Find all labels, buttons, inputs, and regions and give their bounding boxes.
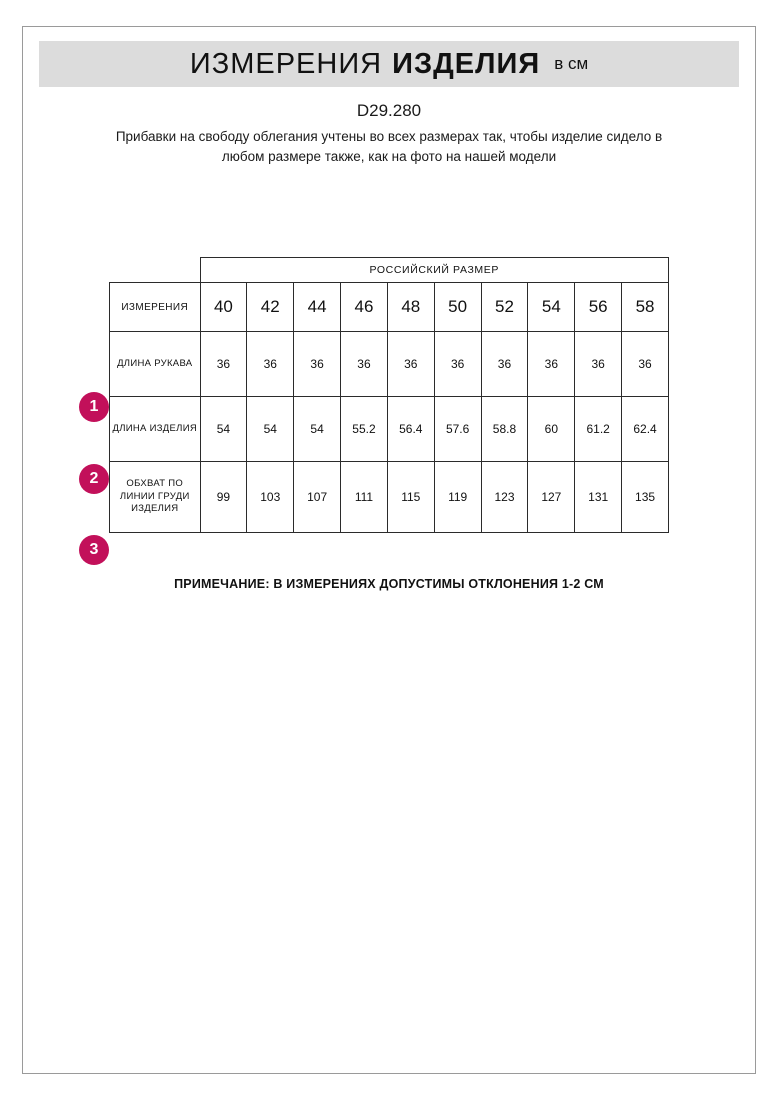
cell-r1-c8: 36: [528, 332, 575, 397]
cell-r2-c2: 54: [247, 397, 294, 462]
header-size-46: 46: [341, 283, 388, 332]
header-size-50: 50: [434, 283, 481, 332]
cell-r2-c1: 54: [200, 397, 247, 462]
size-table: [109, 257, 669, 533]
cell-r1-c5: 36: [387, 332, 434, 397]
table-header-sizes-row: [110, 283, 669, 332]
header-russian-size: РОССИЙСКИЙ РАЗМЕР: [200, 258, 669, 283]
cell-r3-c3: 107: [294, 462, 341, 533]
cell-r1-c3: 36: [294, 332, 341, 397]
cell-r1-c4: 36: [341, 332, 388, 397]
cell-r3-c6: 119: [434, 462, 481, 533]
size-table-container: [109, 257, 669, 533]
bullet-badge-1: 1: [79, 392, 109, 422]
size-chart-page: [22, 26, 756, 1074]
intro-note: Прибавки на свободу облегания учтены во всех размерах так, чтобы изделие сидело в любом размере также, как на фото на нашей модели: [115, 129, 663, 164]
cell-r2-c10: 62.4: [622, 397, 669, 462]
cell-r3-c10: 135: [622, 462, 669, 533]
table-row: [110, 397, 669, 462]
product-code: D29.280: [356, 101, 422, 120]
bullet-badge-2: 2: [79, 464, 109, 494]
title-word-measurements: ИЗМЕРЕНИЯ: [189, 47, 383, 80]
cell-r2-c7: 58.8: [481, 397, 528, 462]
cell-r3-c7: 123: [481, 462, 528, 533]
cell-r1-c9: 36: [575, 332, 622, 397]
row-label-sleeve-length: ДЛИНА РУКАВА: [110, 332, 201, 397]
cell-r3-c8: 127: [528, 462, 575, 533]
cell-r1-c10: 36: [622, 332, 669, 397]
cell-r3-c5: 115: [387, 462, 434, 533]
page-content: [39, 41, 739, 166]
cell-r2-c5: 56.4: [387, 397, 434, 462]
header-size-58: 58: [622, 283, 669, 332]
header-size-44: 44: [294, 283, 341, 332]
header-size-48: 48: [387, 283, 434, 332]
cell-r3-c9: 131: [575, 462, 622, 533]
cell-r3-c2: 103: [247, 462, 294, 533]
table-row: [110, 462, 669, 533]
cell-r1-c1: 36: [200, 332, 247, 397]
header-size-42: 42: [247, 283, 294, 332]
cell-r1-c2: 36: [247, 332, 294, 397]
header-size-52: 52: [481, 283, 528, 332]
cell-r2-c4: 55.2: [341, 397, 388, 462]
header-corner-cell: [110, 258, 201, 283]
row-label-chest-girth: ОБХВАТ ПО ЛИНИИ ГРУДИ ИЗДЕЛИЯ: [110, 462, 201, 533]
cell-r2-c9: 61.2: [575, 397, 622, 462]
table-header-group-row: [110, 258, 669, 283]
header-size-40: 40: [200, 283, 247, 332]
header-measurements: ИЗМЕРЕНИЯ: [110, 283, 201, 332]
footnote-text: ПРИМЕЧАНИЕ: В ИЗМЕРЕНИЯХ ДОПУСТИМЫ ОТКЛОНЕНИЯ 1-2 СМ: [174, 577, 604, 591]
cell-r2-c8: 60: [528, 397, 575, 462]
title-banner: [39, 41, 739, 87]
cell-r2-c6: 57.6: [434, 397, 481, 462]
cell-r1-c7: 36: [481, 332, 528, 397]
title-word-product: ИЗДЕЛИЯ: [392, 47, 541, 80]
header-size-56: 56: [575, 283, 622, 332]
header-size-54: 54: [528, 283, 575, 332]
cell-r1-c6: 36: [434, 332, 481, 397]
bullet-badge-3: 3: [79, 535, 109, 565]
table-row: [110, 332, 669, 397]
title-units: в см: [554, 54, 589, 73]
cell-r3-c4: 111: [341, 462, 388, 533]
cell-r2-c3: 54: [294, 397, 341, 462]
row-label-product-length: ДЛИНА ИЗДЕЛИЯ: [110, 397, 201, 462]
cell-r3-c1: 99: [200, 462, 247, 533]
